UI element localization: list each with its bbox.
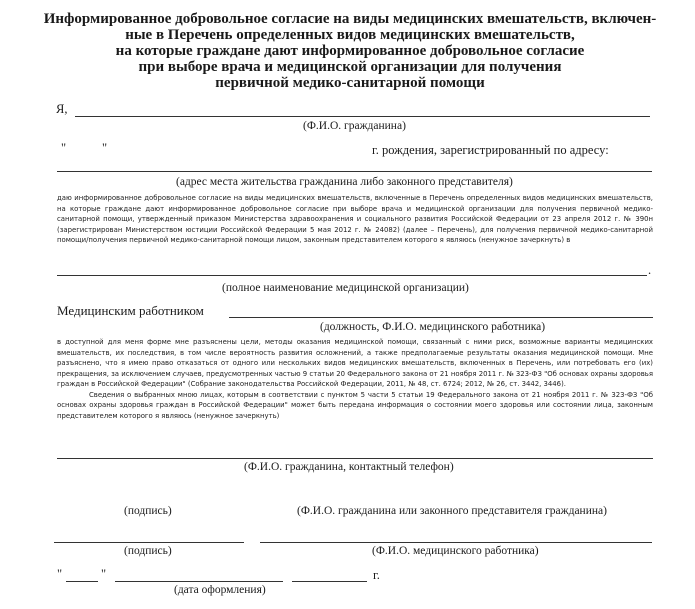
contact-caption: (Ф.И.О. гражданина, контактный телефон) [244,461,454,473]
title-line: Информированное добровольное согласие на виды медицинских вмешательств, включен- [43,11,657,27]
title-line: при выборе врача и медицинской организации для получения [138,59,562,75]
organization-field[interactable] [57,275,647,276]
medworker-label: Медицинским работником [57,303,204,318]
quote-open: " [61,141,67,155]
birth-address-label: г. рождения, зарегистрированный по адресу: [372,143,609,157]
ya-label: Я, [56,102,68,116]
explanation-text: в доступной для меня форме мне разъяснены цели, методы оказания медицинской помощи, связанный с ними риск, возможные варианты медицинских вмешательств, их последствия, в том числе вероятность развития осложнений, а также предполагаемые результаты оказания медицинской помощи. Мне разъяснено, что я имею право отказаться от одного или нескольких видов медицинских вмешательств, включенных в Перечень, или потребовать его (их) прекращения, за исключением случаев, предусмотренных частью 9 статьи 20 Федерального закона от 21 ноября 2011 г. № 323-ФЗ "Об основах охраны здоровья граждан в Российской Федерации" (Собрание законодательства Российской Федерации, 2011, № 48, ст. 6724; 2012, № 26, ст. 3442, 3446). [57,338,653,388]
date-day-field[interactable] [66,581,98,582]
medworker-name-field[interactable] [260,542,652,543]
date-month-field[interactable] [115,581,283,582]
title-line: первичной медико-санитарной помощи [215,75,485,91]
quote-close: " [102,141,108,155]
position-field[interactable] [229,317,653,318]
document-title [40,11,660,91]
persons-text: Сведения о выбранных мною лицах, которым в соответствии с пунктом 5 части 5 статьи 19 Федерального закона от 21 ноября 2011 г. № 323-ФЗ "Об основах охраны здоровья граждан в Российской Федерации" может быть передана информация о состоянии моего здоровья или состоянии лица, законным представителем которого я являюсь (ненужное зачеркнуть) [57,390,653,420]
patient-signature-field[interactable] [54,542,244,543]
address-caption: (адрес места жительства гражданина либо законного представителя) [176,176,513,188]
date-quote-open: " [57,567,63,581]
address-field[interactable] [57,171,652,172]
consent-paragraph [57,193,653,257]
fio-field[interactable] [75,116,650,117]
org-caption: (полное наименование медицинской организации) [222,282,469,294]
contact-field[interactable] [57,458,653,459]
org-period: . [648,263,652,277]
consent-text: даю информированное добровольное согласие на виды медицинских вмешательств, включенные в Перечень определенных видов медицинских вмешательств, на которые граждане дают информированное добровольное согласие при выборе врача и медицинской организации для получения первичной медико-санитарной помощи, утвержденный приказом Министерства здравоохранения и социального развития Российской Федерации от 23 апреля 2012 г. № 390н (зарегистрирован Министерством юстиции Российской Федерации 5 мая 2012 г. № 24082) (далее – Перечень), для получения первичной медико-санитарной помощи/получения первичной медико-санитарной помощи лицом, законным представителем которого я являюсь (ненужное зачеркнуть) в [57,194,653,244]
signature-caption: (подпись) [124,505,172,517]
date-quote-close: " [101,567,107,581]
date-year-field[interactable] [292,581,367,582]
year-suffix: г. [373,568,380,582]
title-line: на которые граждане дают информированное добровольное согласие [115,43,585,59]
date-caption: (дата оформления) [174,584,266,596]
signature-caption: (подпись) [124,545,172,557]
position-caption: (должность, Ф.И.О. медицинского работника) [320,321,546,333]
title-line: ные в Перечень определенных видов медицинских вмешательств, [125,27,575,43]
fio-rep-caption: (Ф.И.О. гражданина или законного представителя гражданина) [297,505,607,517]
fio-med-caption: (Ф.И.О. медицинского работника) [372,545,539,557]
explanation-paragraphs [57,337,653,442]
fio-caption: (Ф.И.О. гражданина) [303,120,406,132]
